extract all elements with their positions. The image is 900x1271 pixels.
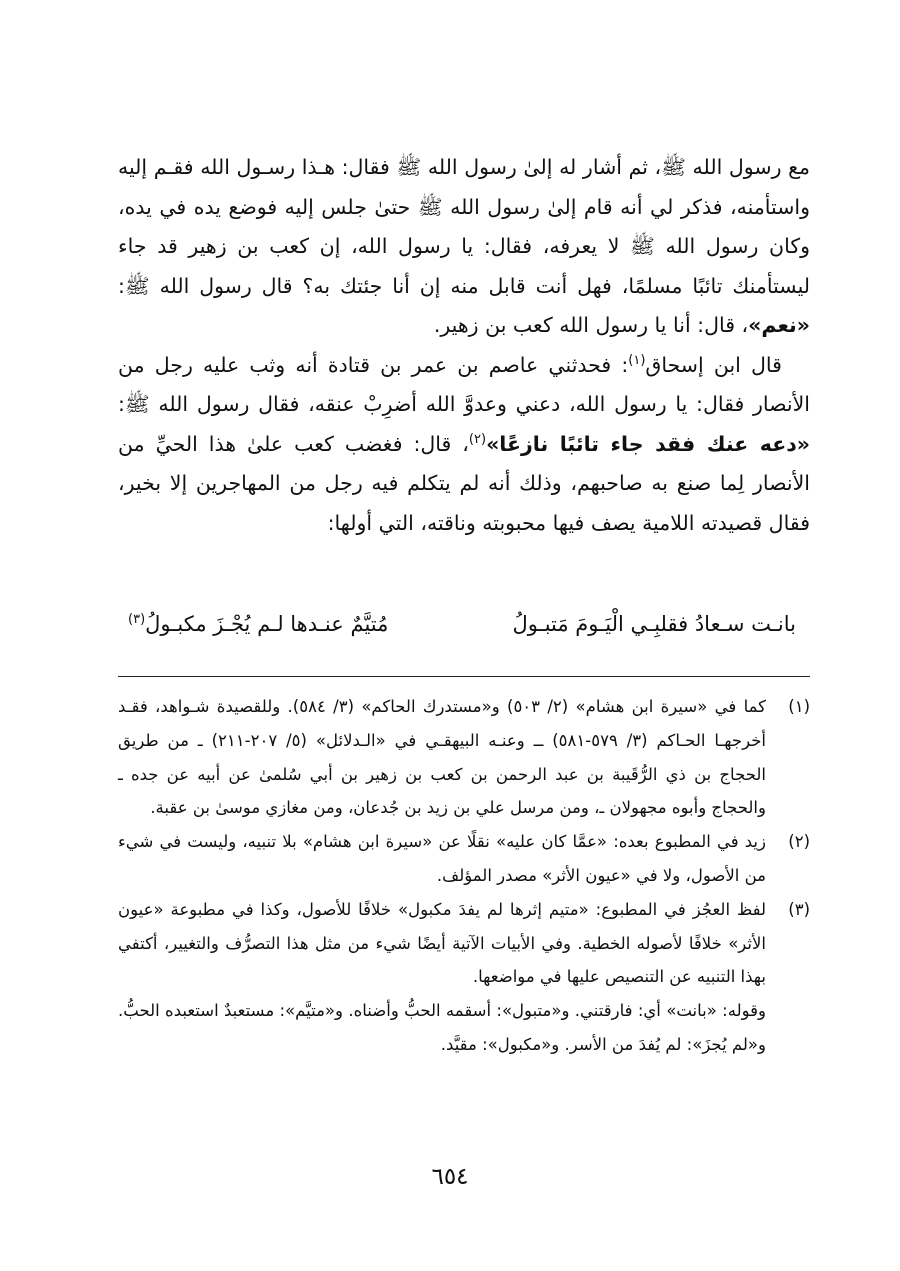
verse-second-hemistich: مُتيَّمٌ عنـدها لـم يُجْـزَ مكبـولُ$^{(٣)}$ <box>128 612 389 636</box>
footnote-ref-2[interactable]: (٢) <box>468 431 487 447</box>
footnote-text: لفظ العجُز في المطبوع: «متيم إثرها لم يفدَ مكبول» خلافًا للأصول، وكذا في مطبوعة «عيون الأثر» خلافًا لأصوله الخطية. وفي الأبيات الآتية أيضًا شيء من مثل هذا التصرُّف والتغيير، أكتفي بهذا التنبيه عن التنصيص عليها في مواضعها. <box>118 899 766 987</box>
footnote-number: (٣) <box>788 899 810 919</box>
footnote-ref-1[interactable]: (١) <box>628 352 646 368</box>
footnote-3 <box>118 893 810 994</box>
footnote-separator <box>118 676 810 677</box>
main-text <box>118 148 810 543</box>
footnotes <box>118 690 810 1062</box>
paragraph-2: قال ابن إسحاق$^{(١)}$: فحدثني عاصم بن عمر بن قتادة أنه وثب عليه رجل من الأنصار فقال: يا رسول الله، دعني وعدوَّ الله أضرِبْ عنقه، فقال رسول الله ﷺ: «دعه عنك فقد جاء تائبًا نازعًا»$^{(٢)}$، قال: فغضب كعب علىٰ هذا الحيِّ من الأنصار لِما صنع به صاحبهم، وذلك أنه لم يتكلم فيه رجل من المهاجرين إلا بخير، فقال قصيدته اللامية يصف فيها محبوبته وناقته، التي أولها: <box>118 352 810 535</box>
footnote-text: زيد في المطبوع بعده: «عمَّا كان عليه» نقلًا عن «سيرة ابن هشام» بلا تنبيه، وليست في شيء من الأصول، ولا في «عيون الأثر» مصدر المؤلف. <box>118 832 766 885</box>
verse-first-hemistich: بانـت سـعادُ فقلبِـي الْيَـومَ مَتبـولُ <box>512 612 796 636</box>
paragraph-1: مع رسول الله ﷺ، ثم أشار له إلىٰ رسول الله ﷺ فقال: هـذا رسـول الله فقـم إليه واستأمنه، فذكر لي أنه قام إلىٰ رسول الله ﷺ حتىٰ جلس إليه فوضع يده في يده، وكان رسول الله ﷺ لا يعرفه، فقال: يا رسول الله، إن كعب بن زهير قد جاء ليستأمنك تائبًا مسلمًا، فهل أنت قابل منه إن أنا جئتك به؟ قال رسول الله ﷺ: «نعم»، قال: أنا يا رسول الله كعب بن زهير. <box>118 155 810 337</box>
footnote-3-glossary: وقوله: «بانت» أي: فارقتني. و«متبول»: أسقمه الحبُّ وأضناه. و«متيَّم»: مستعبدٌ استعبده الحبُّ. و«لم يُجزَ»: لم يُفدَ من الأسر. و«مكبول»: مقيَّد. <box>118 1001 766 1054</box>
poem-verse <box>118 604 810 644</box>
footnote-number: (١) <box>788 697 810 716</box>
prophet-quote-2: «دعه عنك فقد جاء تائبًا نازعًا» <box>486 431 810 456</box>
footnote-1 <box>118 690 810 825</box>
footnote-text: كما في «سيرة ابن هشام» (٢/ ٥٠٣) و«مستدرك الحاكم» (٣/ ٥٨٤). وللقصيدة شـواهد، فقـد أخرجهـا الحـاكم (٣/ ٥٧٩-٥٨١) ــ وعنـه البيهقـي في «الـدلائل» (٥/ ٢٠٧-٢١١) ـ من طريق الحجاج بن ذي الرُّقَيبة بن عبد الرحمن بن كعب بن زهير بن أبي سُلمىٰ عن أبيه عن جده ـ والحجاج وأبوه مجهولان ـ، ومن مرسل علي بن زيد بن جُدعان، ومن مغازي موسىٰ بن عقبة. <box>118 697 766 818</box>
prophet-quote: «نعم» <box>748 313 810 337</box>
footnote-ref-3[interactable]: (٣) <box>128 612 146 627</box>
footnote-2 <box>118 825 810 893</box>
footnote-number: (٢) <box>788 832 810 852</box>
page-number: ٦٥٤ <box>431 1164 469 1190</box>
